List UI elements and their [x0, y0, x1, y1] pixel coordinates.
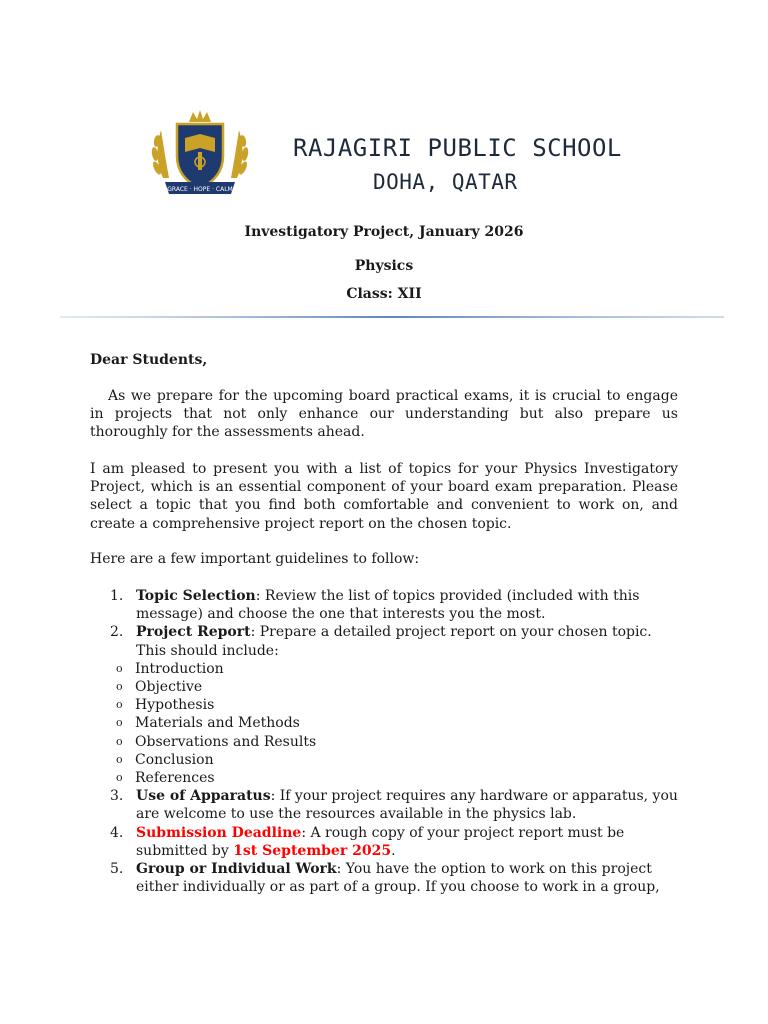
report-section-item: o Observations and Results [116, 733, 317, 750]
guideline-item [90, 860, 678, 896]
school-seal-logo [145, 108, 255, 200]
salutation: Dear Students, [90, 352, 208, 368]
report-section-item: o References [116, 770, 215, 787]
bullet-icon: o [116, 716, 123, 730]
bullet-icon: o [116, 752, 123, 766]
bullet-icon: o [116, 698, 123, 712]
guideline-text: : A rough copy of your project report must be submitted by [136, 824, 625, 859]
project-title: Investigatory Project, January 2026 [244, 224, 524, 240]
paragraph-guidelines-lead: Here are a few important guidelines to follow: [90, 551, 420, 567]
school-name: RAJAGIRI PUBLIC SCHOOL [293, 134, 622, 162]
guideline-text: : Prepare a detailed project report on your chosen topic. This should include: [136, 624, 652, 659]
paragraph-topics: I am pleased to present you with a list of topics for your Physics Investigatory Project, which is an essential component of your board exam preparation. Please select a topic that you find both comfortable and convenient to work on, and create a comprehensive project report on the chosen topic. [90, 461, 678, 532]
paragraph-intro: As we prepare for the upcoming board practical exams, it is crucial to engage in projects that not only enhance our understanding but also prepare us thoroughly for the assessments ahead. [90, 388, 678, 441]
guideline-item: 4. Submission Deadline: A rough copy of your project report must be submitted by 1st September 2025. [110, 824, 625, 859]
report-section-item: o Hypothesis [116, 697, 215, 714]
guideline-item [90, 623, 678, 659]
guideline-item [90, 787, 678, 823]
school-location: DOHA, QATAR [373, 170, 518, 194]
guideline-number: 5. [110, 861, 124, 878]
report-sections-list [90, 660, 678, 787]
deadline-date: 1st September 2025 [233, 842, 392, 859]
guideline-number: 2. [110, 624, 124, 641]
guideline-text: : Review the list of topics provided (included with this message) and choose the one that interests you the most. [136, 588, 640, 623]
report-section-item: o Materials and Methods [116, 715, 300, 732]
class-title: Class: XII [346, 286, 422, 302]
guideline-number: 3. [110, 788, 124, 805]
guideline-heading: Project Report [136, 624, 251, 641]
guideline-heading: Use of Apparatus [136, 788, 271, 805]
guideline-item [90, 587, 678, 623]
guideline-heading: Group or Individual Work [136, 861, 337, 878]
school-header [145, 108, 665, 208]
guideline-number: 1. [110, 588, 124, 604]
subject-title: Physics [354, 258, 414, 274]
deadline-heading: Submission Deadline [136, 824, 302, 841]
guideline-text: : You have the option to work on this project either individually or as part of a group. If you choose to work in a group, [136, 861, 660, 896]
bullet-icon: o [116, 661, 123, 675]
guideline-number: 4. [110, 824, 124, 841]
report-section-item: o Objective [116, 679, 203, 696]
seal-motto: GRACE · HOPE · CALM [167, 186, 233, 193]
report-section-item: o Introduction [116, 660, 224, 677]
guidelines-list [90, 587, 678, 896]
bullet-icon: o [116, 680, 123, 694]
report-section-item: o Conclusion [116, 751, 214, 768]
bullet-icon: o [116, 771, 123, 785]
bullet-icon: o [116, 734, 123, 748]
horizontal-divider [60, 316, 724, 319]
guideline-heading: Topic Selection [136, 588, 256, 604]
guideline-text: : If your project requires any hardware or apparatus, you are welcome to use the resources available in the physics lab. [136, 788, 678, 823]
